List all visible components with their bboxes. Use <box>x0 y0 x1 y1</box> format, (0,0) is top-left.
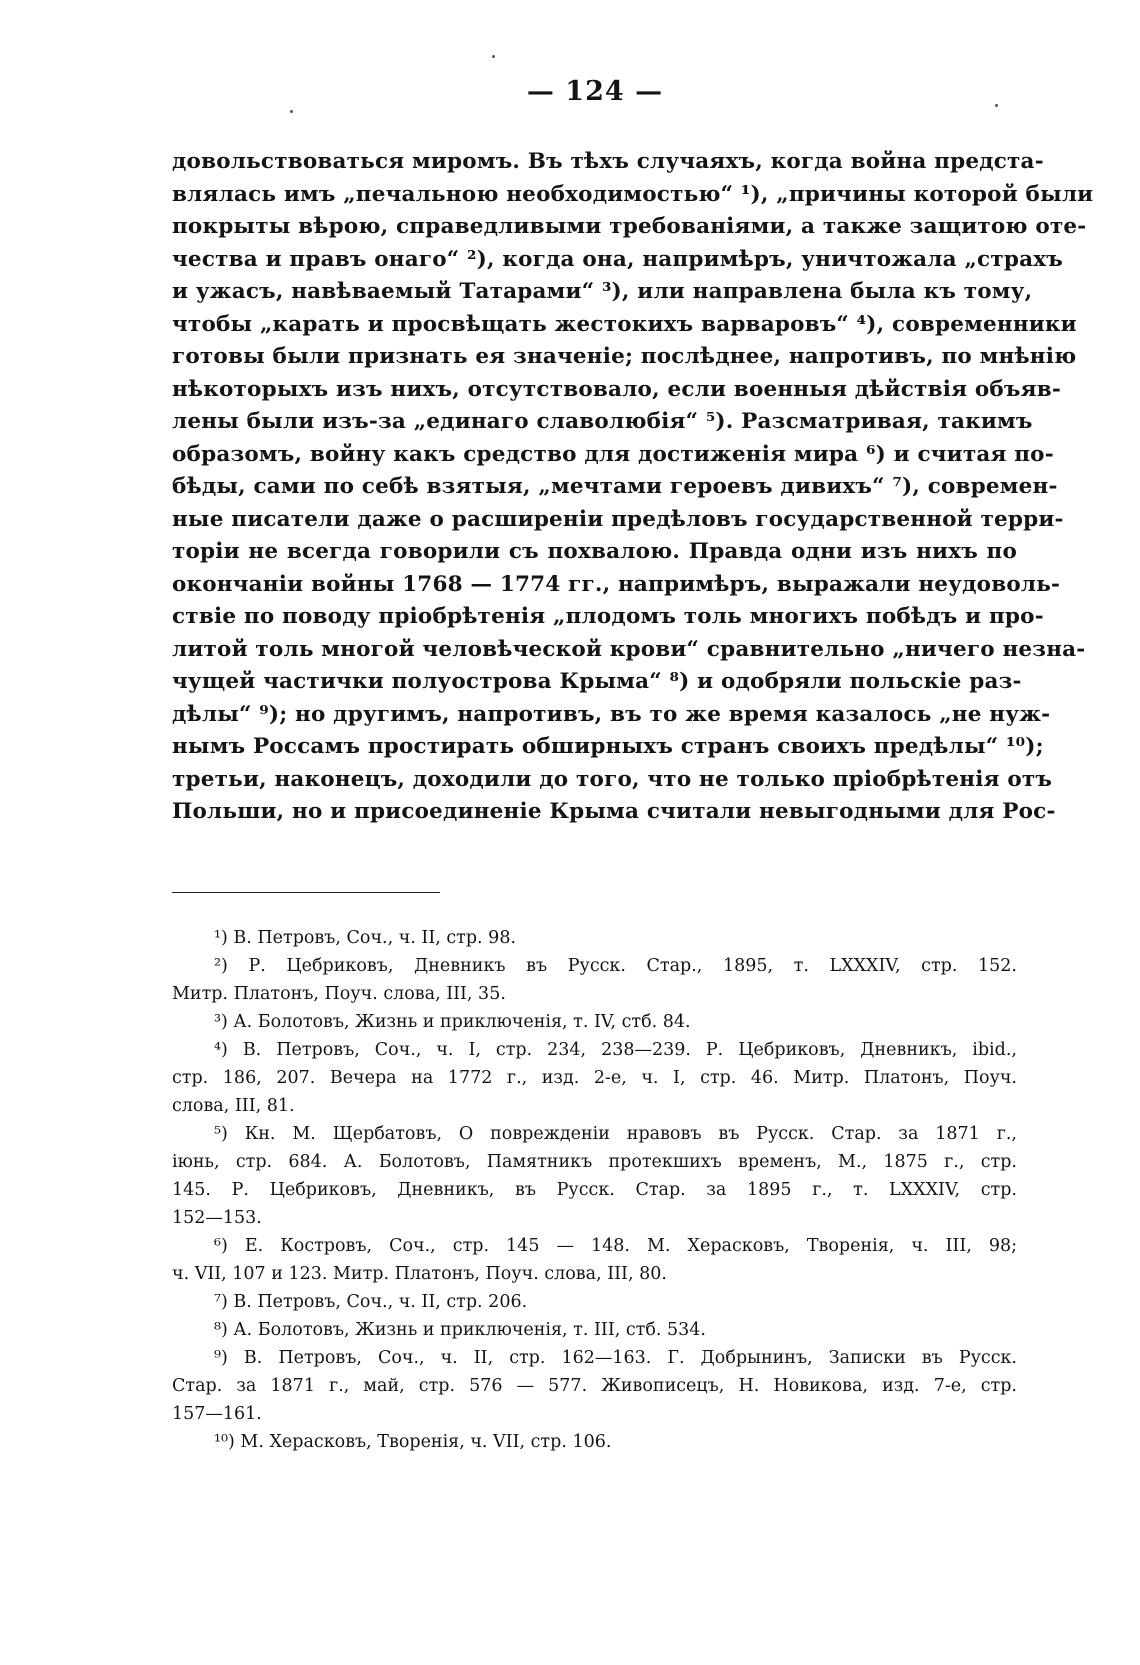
text-line: чества и правъ онаго“ ²), когда она, напримѣръ, уничтожала „страхъ <box>172 246 1063 272</box>
text-line: чущей частички полуострова Крыма“ ⁸) и одобряли польскіе раз- <box>172 669 1022 694</box>
text-line: влялась имъ „печальною необходимостью“ ¹), „причины которой были <box>172 181 1094 207</box>
footnote-line: стр. 186, 207. Вечера на 1772 г., изд. 2-е, ч. I, стр. 46. Митр. Платонъ, Поуч. <box>172 1068 1017 1088</box>
footnote-line: 152—153. <box>172 1208 262 1228</box>
text-line: ствіе по поводу пріобрѣтенія „плодомъ толь многихъ побѣдъ и про- <box>172 604 1044 629</box>
scan-speck <box>995 104 998 107</box>
footnote-line: Митр. Платонъ, Поуч. слова, III, 35. <box>172 984 506 1004</box>
page-number <box>0 76 1140 107</box>
footnote-line: 145. Р. Цебриковъ, Дневникъ, въ Русск. Стар. за 1895 г., т. LXXXIV, стр. <box>172 1180 1017 1200</box>
text-line: лены были изъ-за „единаго славолюбія“ ⁵). Разсматривая, такимъ <box>172 409 1033 434</box>
footnote-line: слова, III, 81. <box>172 1096 295 1116</box>
footnote-line: ³) А. Болотовъ, Жизнь и приключенія, т. IV, стб. 84. <box>214 1012 691 1032</box>
footnote-line: ч. VII, 107 и 123. Митр. Платонъ, Поуч. слова, III, 80. <box>172 1264 667 1284</box>
footnote-line: 157—161. <box>172 1404 262 1424</box>
footnote-line: ⁶) Е. Костровъ, Соч., стр. 145 — 148. М. Херасковъ, Творенія, ч. III, 98; <box>214 1236 1017 1256</box>
footnote-line: ¹⁰) М. Херасковъ, Творенія, ч. VII, стр. 106. <box>214 1432 612 1452</box>
footnote-line: ⁹) В. Петровъ, Соч., ч. II, стр. 162—163. Г. Добрынинъ, Записки въ Русск. <box>214 1348 1017 1368</box>
text-line: бѣды, сами по себѣ взятыя, „мечтами героевъ дивихъ“ ⁷), современ- <box>172 474 1058 499</box>
footnotes <box>172 924 1017 1456</box>
text-line: довольствоваться миромъ. Въ тѣхъ случаяхъ, когда война предста- <box>172 149 1044 174</box>
text-line: торіи не всегда говорили съ похвалою. Правда одни изъ нихъ по <box>172 539 1017 564</box>
text-line: ные писатели даже о расширеніи предѣловъ государственной терри- <box>172 506 1064 532</box>
text-line: литой толь многой человѣческой крови“ сравнительно „ничего незна- <box>172 636 1086 662</box>
scan-speck <box>290 110 293 113</box>
text-line: окончаніи войны 1768 — 1774 гг., напримѣръ, выражали неудоволь- <box>172 571 1061 597</box>
text-line: нымъ Россамъ простирать обширныхъ странъ своихъ предѣлы“ ¹⁰); <box>172 734 1044 759</box>
text-line: покрыты вѣрою, справедливыми требованіями, а также защитою оте- <box>172 214 1087 239</box>
text-line: чтобы „карать и просвѣщать жестокихъ варваровъ“ ⁴), современники <box>172 311 1077 337</box>
footnote-line: іюнь, стр. 684. А. Болотовъ, Памятникъ протекшихъ временъ, М., 1875 г., стр. <box>172 1152 1017 1172</box>
footnote-line: Стар. за 1871 г., май, стр. 576 — 577. Живописецъ, Н. Новикова, изд. 7-е, стр. <box>172 1376 1017 1396</box>
text-line: готовы были признать ея значеніе; послѣднее, напротивъ, по мнѣнію <box>172 344 1077 369</box>
main-text <box>172 146 1094 829</box>
text-line: третьи, наконецъ, доходили до того, что не только пріобрѣтенія отъ <box>172 766 1053 792</box>
footnote-line: ⁴) В. Петровъ, Соч., ч. I, стр. 234, 238—239. Р. Цебриковъ, Дневникъ, ibid., <box>214 1040 1017 1060</box>
footnote-line: ¹) В. Петровъ, Соч., ч. II, стр. 98. <box>214 928 517 948</box>
footnote-line: ⁷) В. Петровъ, Соч., ч. II, стр. 206. <box>214 1292 528 1312</box>
text-line: Польши, но и присоединеніе Крыма считали невыгодными для Рос- <box>172 799 1056 824</box>
text-line: дѣлы“ ⁹); но другимъ, напротивъ, въ то же время казалось „не нуж- <box>172 701 1051 727</box>
text-line: образомъ, войну какъ средство для достиженія мира ⁶) и считая по- <box>172 441 1054 467</box>
footnote-divider <box>172 892 440 893</box>
footnote-line: ²) Р. Цебриковъ, Дневникъ въ Русск. Стар., 1895, т. LXXXIV, стр. 152. <box>214 956 1017 976</box>
footnote-line: ⁸) А. Болотовъ, Жизнь и приключенія, т. III, стб. 534. <box>214 1320 706 1340</box>
text-line: и ужасъ, навѣваемый Татарами“ ³), или направлена была къ тому, <box>172 279 1033 304</box>
page-number-text: — 124 — <box>526 76 664 107</box>
text-line: нѣкоторыхъ изъ нихъ, отсутствовало, если военныя дѣйствія объяв- <box>172 376 1061 402</box>
scan-speck <box>492 55 495 58</box>
footnote-line: ⁵) Кн. М. Щербатовъ, О поврежденіи нравовъ въ Русск. Стар. за 1871 г., <box>214 1124 1017 1144</box>
